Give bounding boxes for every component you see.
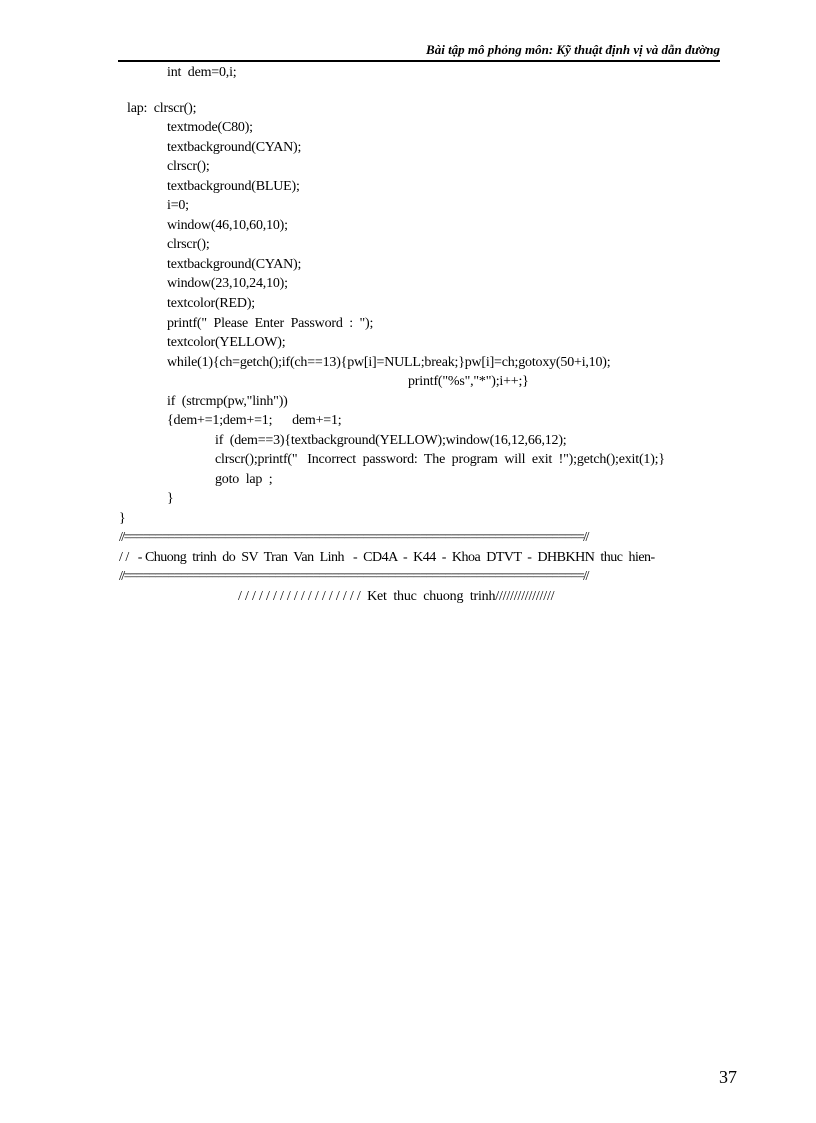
code-line: textbackground(CYAN); [167, 140, 302, 155]
separator-line: //=========================================================================// [119, 530, 588, 545]
code-line: } [167, 491, 174, 506]
code-line: {dem+=1;dem+=1; dem+=1; [167, 413, 342, 428]
code-line: lap: clrscr(); [127, 101, 197, 116]
code-line: textbackground(BLUE); [167, 179, 300, 194]
code-line: window(46,10,60,10); [167, 218, 288, 233]
code-line: if (strcmp(pw,"linh")) [167, 394, 288, 409]
end-comment-line: / / / / / / / / / / / / / / / / / / Ket thuc chuong trinh//////////////// [238, 589, 555, 604]
code-line: clrscr();printf(" Incorrect password: The program will exit !");getch();exit(1);} [215, 452, 665, 467]
comment-line: / / - Chuong trinh do SV Tran Van Linh - CD4A - K44 - Khoa DTVT - DHBKHN thuc hien- [119, 550, 655, 565]
code-line: while(1){ch=getch();if(ch==13){pw[i]=NULL;break;}pw[i]=ch;gotoxy(50+i,10); [167, 355, 611, 370]
code-line: textbackground(CYAN); [167, 257, 302, 272]
separator-line: //=========================================================================// [119, 569, 588, 584]
code-line: textcolor(YELLOW); [167, 335, 286, 350]
code-line: printf("%s","*");i++;} [408, 374, 529, 389]
header-title: Bài tập mô phỏng môn: Kỹ thuật định vị và dẫn đường [426, 42, 720, 57]
code-line: int dem=0,i; [167, 65, 237, 80]
code-line: textmode(C80); [167, 120, 253, 135]
code-line: clrscr(); [167, 159, 210, 174]
page-number: 37 [719, 1067, 737, 1087]
code-line: clrscr(); [167, 237, 210, 252]
code-line: goto lap ; [215, 472, 273, 487]
code-line: printf(" Please Enter Password : "); [167, 316, 374, 331]
code-line: i=0; [167, 198, 189, 213]
code-line: if (dem==3){textbackground(YELLOW);window(16,12,66,12); [215, 433, 567, 448]
code-line: window(23,10,24,10); [167, 276, 288, 291]
code-line: textcolor(RED); [167, 296, 255, 311]
code-line: } [119, 511, 126, 526]
